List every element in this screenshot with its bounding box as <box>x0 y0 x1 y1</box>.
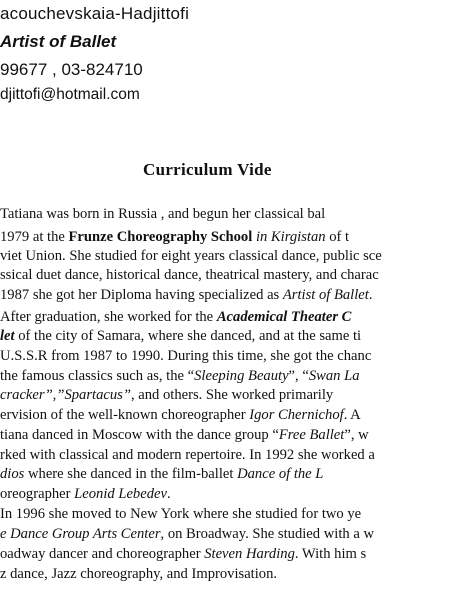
paragraph-line <box>0 247 382 265</box>
text-run: ssical duet dance, historical dance, theatrical mastery, and charac <box>0 267 379 283</box>
paragraph-line <box>0 406 361 424</box>
text-run: ”, w <box>344 427 369 443</box>
text-run: of t <box>325 229 350 245</box>
paragraph-line <box>0 485 171 503</box>
text-run: 1979 at the <box>0 229 69 245</box>
text-run: . <box>166 486 171 502</box>
phone-numbers: 99677 , 03-824710 <box>0 60 143 79</box>
document-title: Curriculum Vide <box>143 160 272 179</box>
text-run: Free Ballet <box>278 427 345 443</box>
paragraph-line <box>0 525 374 543</box>
text-run: let <box>0 328 15 344</box>
text-run: oadway dancer and choreographer <box>0 546 205 562</box>
paragraph-line <box>0 286 373 304</box>
author-name: acouchevskaia-Hadjittofi <box>0 4 190 23</box>
text-run: In 1996 she moved to New York where she studied for two ye <box>0 506 362 522</box>
text-run: Swan La <box>308 368 360 384</box>
text-run: Leonid Lebedev <box>74 486 167 502</box>
paragraph-line <box>0 545 366 563</box>
text-run: oreographer <box>0 486 75 502</box>
text-run: , on Broadway. She studied with a w <box>160 526 374 542</box>
email-address: djittofi@hotmail.com <box>0 86 140 103</box>
paragraph-line <box>0 266 379 284</box>
text-run: ”, “ <box>288 368 309 384</box>
text-run: of the city of Samara, where she danced, and at the same ti <box>14 328 362 344</box>
text-run: 1987 she got her Diploma having specialized as <box>0 287 283 303</box>
text-run: Steven Harding <box>204 546 295 562</box>
text-run: Academical Theater C <box>216 309 352 325</box>
paragraph-line <box>0 308 351 326</box>
text-run: e Dance Group Arts Center <box>0 526 161 542</box>
author-title: Artist of Ballet <box>0 32 117 51</box>
text-run: rked with classical and modern repertoire. In 1992 she worked a <box>0 447 375 463</box>
text-run: . <box>368 287 373 303</box>
paragraph-line <box>0 205 325 223</box>
text-run: viet Union. She studied for eight years classical dance, public sce <box>0 248 382 264</box>
paragraph-line <box>0 347 371 365</box>
paragraph-line <box>0 446 375 464</box>
text-run: where she danced in the film-ballet <box>24 466 238 482</box>
text-run: ervision of the well-known choreographer <box>0 407 250 423</box>
text-run: dios <box>0 466 25 482</box>
paragraph-line <box>0 505 361 523</box>
text-run: After graduation, she worked for the <box>0 309 217 325</box>
text-run: Tatiana was born in Russia , and begun her classical bal <box>0 206 326 222</box>
text-run: Sleeping Beauty <box>194 368 289 384</box>
text-run: . A <box>343 407 361 423</box>
text-run: . With him s <box>294 546 367 562</box>
paragraph-line <box>0 228 349 246</box>
paragraph-line <box>0 565 277 583</box>
text-run: Igor Chernichof <box>249 407 344 423</box>
text-run: Dance of the L <box>237 466 324 482</box>
text-run: , and others. She worked primarily <box>130 387 334 403</box>
text-run: U.S.S.R from 1987 to 1990. During this time, she got the chanc <box>0 348 372 364</box>
text-run: the famous classics such as, the “ <box>0 368 195 384</box>
paragraph-line <box>0 426 369 444</box>
text-run: cracker”,”Spartacus” <box>0 387 131 403</box>
paragraph-line <box>0 386 333 404</box>
paragraph-line <box>0 367 360 385</box>
text-run: tiana danced in Moscow with the dance group “ <box>0 427 279 443</box>
text-run: in Kirgistan <box>255 229 326 245</box>
paragraph-line <box>0 465 323 483</box>
text-run: z dance, Jazz choreography, and Improvisation. <box>0 566 278 582</box>
text-run: Artist of Ballet <box>282 287 369 303</box>
paragraph-line <box>0 327 361 345</box>
text-run: Frunze Choreography School <box>68 229 253 245</box>
